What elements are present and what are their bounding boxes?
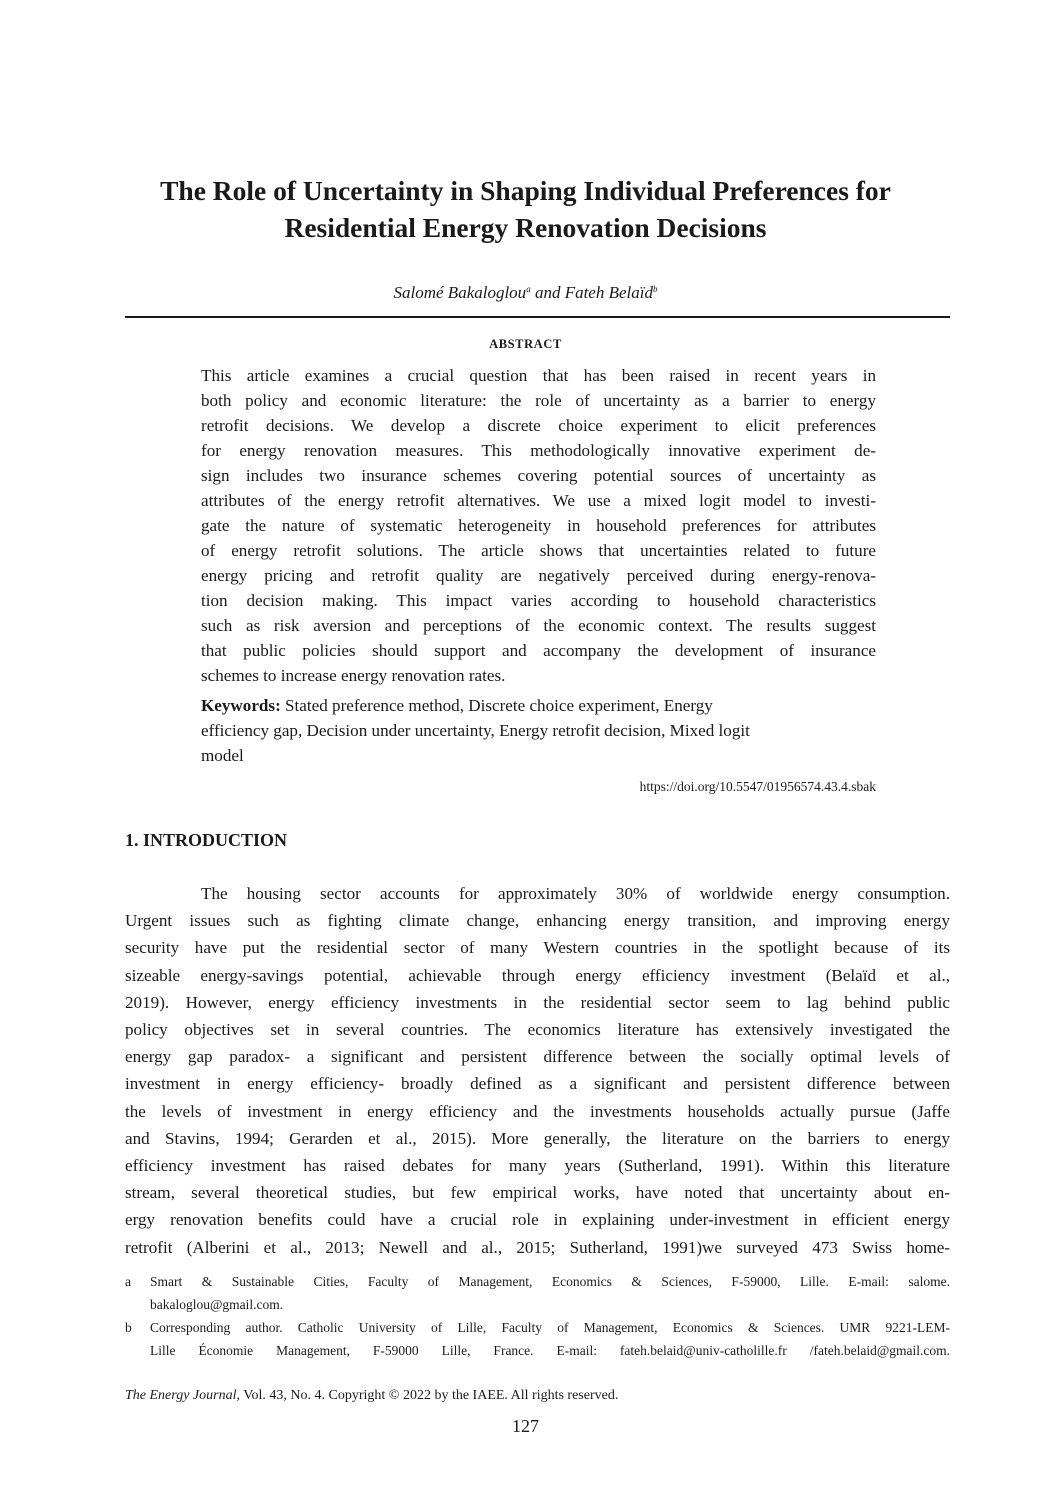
footnote-line: bakaloglou@gmail.com. bbox=[150, 1297, 284, 1312]
body-line: ergy renovation benefits could have a crucial role in explaining under-investment in efficient energy bbox=[125, 1210, 950, 1230]
abstract-line: sign includes two insurance schemes covering potential sources of uncertainty as bbox=[201, 466, 876, 485]
footnote bbox=[125, 1270, 950, 1316]
abstract-line: This article examines a crucial question that has been raised in recent years in bbox=[201, 366, 876, 385]
footnote-line: Corresponding author. Catholic University of Lille, Faculty of Management, Economics & Sciences. UMR 9221-LEM- bbox=[150, 1320, 950, 1335]
footnote bbox=[125, 1316, 950, 1362]
abstract-line: such as risk aversion and perceptions of the economic context. The results suggest bbox=[201, 616, 876, 635]
footnote-line: Lille Économie Management, F-59000 Lille, France. E-mail: fateh.belaid@univ-catholille.fr /fateh.belaid@gmail.com. bbox=[150, 1343, 950, 1358]
abstract-line: energy pricing and retrofit quality are negatively perceived during energy-renova- bbox=[201, 566, 876, 585]
affiliation-mark: a bbox=[526, 284, 531, 294]
abstract-line: attributes of the energy retrofit alternatives. We use a mixed logit model to investi- bbox=[201, 491, 876, 510]
journal-name: The Energy Journal bbox=[125, 1388, 237, 1403]
body-line: policy objectives set in several countries. The economics literature has extensively investigated the bbox=[125, 1020, 950, 1040]
body-line: stream, several theoretical studies, but few empirical works, have noted that uncertainty about en- bbox=[125, 1183, 950, 1203]
author-name: Fateh Belaïd bbox=[564, 283, 653, 302]
doi-link[interactable]: https://doi.org/10.5547/01956574.43.4.sbak bbox=[639, 779, 876, 794]
body-line: energy gap paradox- a significant and persistent difference between the socially optimal levels of bbox=[125, 1047, 950, 1067]
body-line: and Stavins, 1994; Gerarden et al., 2015). More generally, the literature on the barriers to energy bbox=[125, 1128, 950, 1148]
abstract-heading: ABSTRACT bbox=[489, 337, 562, 351]
journal-citation bbox=[125, 1386, 618, 1406]
affiliation-mark: b bbox=[652, 284, 658, 294]
author-list bbox=[0, 283, 1051, 303]
abstract-line: gate the nature of systematic heterogeneity in household preferences for attributes bbox=[201, 516, 876, 535]
footnotes bbox=[125, 1270, 950, 1362]
footnote-mark: a bbox=[125, 1274, 131, 1289]
journal-details: , Vol. 43, No. 4. Copyright © 2022 by the IAEE. All rights reserved. bbox=[236, 1388, 619, 1403]
body-line: The housing sector accounts for approximately 30% of worldwide energy consumption. bbox=[201, 884, 950, 903]
body-line: 2019). However, energy efficiency investments in the residential sector seem to lag behind public bbox=[125, 992, 950, 1012]
body-line: efficiency investment has raised debates for many years (Sutherland, 1991). Within this literature bbox=[125, 1156, 950, 1176]
footnote-mark: b bbox=[125, 1320, 132, 1335]
section-heading: 1. INTRODUCTION bbox=[125, 830, 288, 850]
title-line: The Role of Uncertainty in Shaping Individual Preferences for bbox=[160, 175, 891, 206]
introduction-body bbox=[125, 880, 950, 1261]
keywords-label: Keywords: bbox=[201, 696, 281, 715]
keywords-text: Stated preference method, Discrete choice experiment, Energy bbox=[280, 696, 713, 715]
abstract-line: schemes to increase energy renovation rates. bbox=[201, 666, 506, 685]
body-line: the levels of investment in energy efficiency and the investments households actually pursue (Jaffe bbox=[125, 1101, 950, 1121]
abstract-line: of energy retrofit solutions. The article shows that uncertainties related to future bbox=[201, 541, 876, 560]
keywords-text: efficiency gap, Decision under uncertainty, Energy retrofit decision, Mixed logit bbox=[201, 721, 750, 740]
page-number: 127 bbox=[512, 1416, 539, 1436]
abstract-line: tion decision making. This impact varies according to household characteristics bbox=[201, 591, 876, 610]
abstract-line: retrofit decisions. We develop a discrete choice experiment to elicit preferences bbox=[201, 416, 876, 435]
body-line: sizeable energy-savings potential, achievable through energy efficiency investment (Belaïd et al., bbox=[125, 965, 950, 985]
abstract-line: both policy and economic literature: the role of uncertainty as a barrier to energy bbox=[201, 391, 876, 410]
author-connector: and bbox=[530, 283, 565, 302]
body-line: investment in energy efficiency- broadly defined as a significant and persistent difference between bbox=[125, 1074, 950, 1094]
body-line: Urgent issues such as fighting climate change, enhancing energy transition, and improving energy bbox=[125, 911, 950, 931]
title-line: Residential Energy Renovation Decisions bbox=[284, 212, 767, 243]
footnote-line: Smart & Sustainable Cities, Faculty of Management, Economics & Sciences, F-59000, Lille. E-mail: salome. bbox=[150, 1274, 950, 1289]
author-name: Salomé Bakaloglou bbox=[393, 283, 527, 302]
abstract-line: that public policies should support and accompany the development of insurance bbox=[201, 641, 876, 660]
abstract-line: for energy renovation measures. This methodologically innovative experiment de- bbox=[201, 441, 876, 460]
paper-title bbox=[0, 172, 1051, 246]
keywords-text: model bbox=[201, 746, 244, 765]
body-line: retrofit (Alberini et al., 2013; Newell and al., 2015; Sutherland, 1991)we surveyed 473 Swiss home- bbox=[125, 1237, 950, 1257]
keywords-block bbox=[201, 693, 876, 768]
header-divider bbox=[125, 316, 950, 318]
abstract-body bbox=[201, 363, 876, 688]
body-line: security have put the residential sector of many Western countries in the spotlight because of its bbox=[125, 938, 950, 958]
